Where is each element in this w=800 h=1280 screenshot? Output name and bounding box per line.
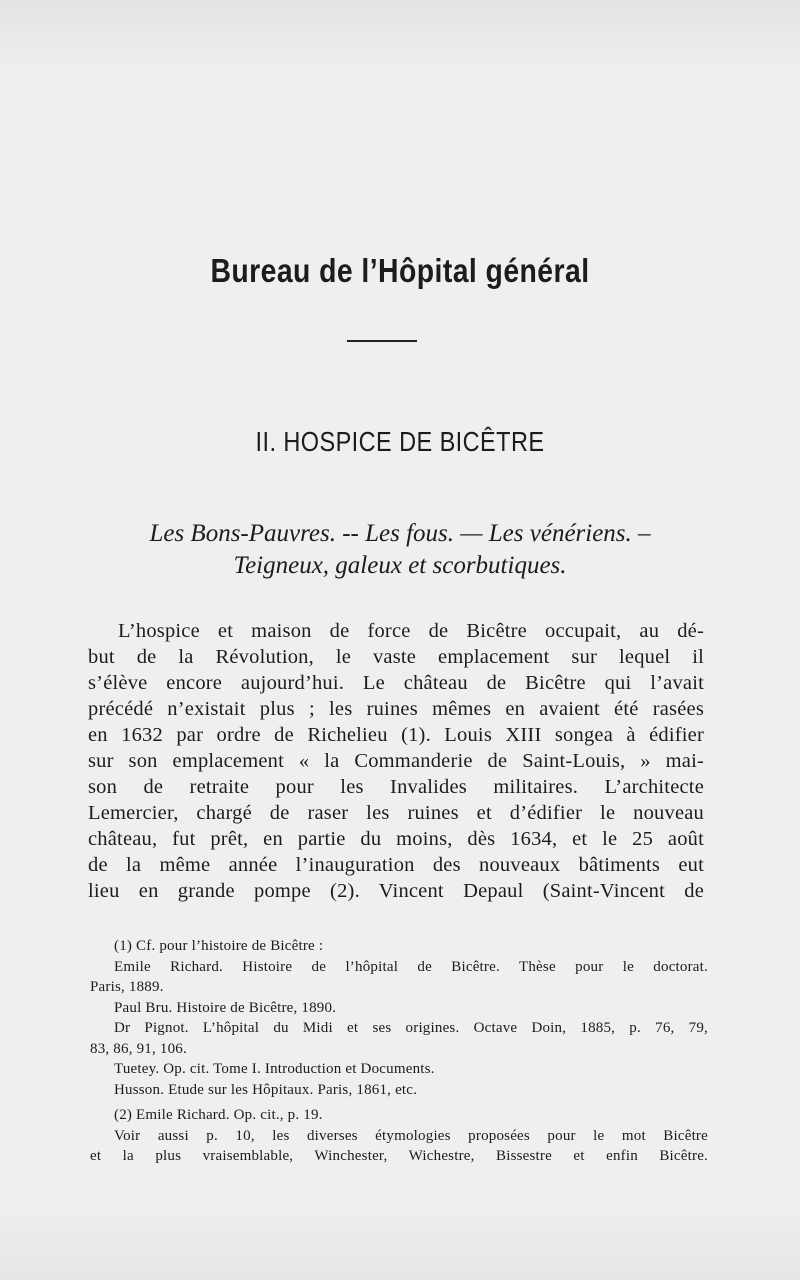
footnote-line: (1) Cf. pour l’histoire de Bicêtre :: [114, 938, 324, 954]
body-line: Lemercier, chargé de raser les ruines et d’édifier le nouveau: [88, 802, 704, 824]
body-line: de la même année l’inauguration des nouveaux bâtiments eut: [88, 854, 704, 876]
footnote-line: et la plus vraisemblable, Winchester, Wichestre, Bissestre et enfin Bicêtre.: [90, 1148, 708, 1164]
footnote-line: Voir aussi p. 10, les diverses étymologies proposées pour le mot Bicêtre: [114, 1128, 708, 1144]
body-line: s’élève encore aujourd’hui. Le château de Bicêtre qui l’avait: [88, 672, 704, 694]
footnote-line: Husson. Etude sur les Hôpitaux. Paris, 1861, etc.: [114, 1082, 418, 1098]
footnote-line: (2) Emile Richard. Op. cit., p. 19.: [114, 1107, 323, 1123]
footnote-line: Emile Richard. Histoire de l’hôpital de Bicêtre. Thèse pour le doctorat.: [114, 959, 708, 975]
footnote-line: 83, 86, 91, 106.: [90, 1041, 187, 1057]
body-line: lieu en grande pompe (2). Vincent Depaul (Saint-Vincent de: [88, 880, 704, 902]
section-heading: II. HOSPICE DE BICÊTRE: [255, 426, 545, 457]
subtitle-line: Les Bons-Pauvres. -- Les fous. — Les vénériens. –: [149, 520, 651, 547]
title-rule: [347, 340, 417, 342]
body-line: sur son emplacement « la Commanderie de Saint-Louis, » mai-: [88, 750, 704, 772]
body-line: but de la Révolution, le vaste emplacement sur lequel il: [88, 646, 704, 668]
footnote-line: Tuetey. Op. cit. Tome I. Introduction et Documents.: [114, 1061, 435, 1077]
body-line: précédé n’existait plus ; les ruines mêmes en avaient été rasées: [88, 698, 704, 720]
page-title: Bureau de l’Hôpital général: [210, 252, 590, 289]
subtitle-line: Teigneux, galeux et scorbutiques.: [233, 552, 567, 579]
footnote-line: Dr Pignot. L’hôpital du Midi et ses origines. Octave Doin, 1885, p. 76, 79,: [114, 1020, 708, 1036]
body-line: son de retraite pour les Invalides militaires. L’architecte: [88, 776, 704, 798]
body-line: château, fut prêt, en partie du moins, dès 1634, et le 25 août: [88, 828, 704, 850]
footnote-line: Paris, 1889.: [90, 979, 164, 995]
body-line: L’hospice et maison de force de Bicêtre occupait, au dé-: [118, 620, 704, 642]
body-line: en 1632 par ordre de Richelieu (1). Louis XIII songea à édifier: [88, 724, 704, 746]
footnote-line: Paul Bru. Histoire de Bicêtre, 1890.: [114, 1000, 337, 1016]
